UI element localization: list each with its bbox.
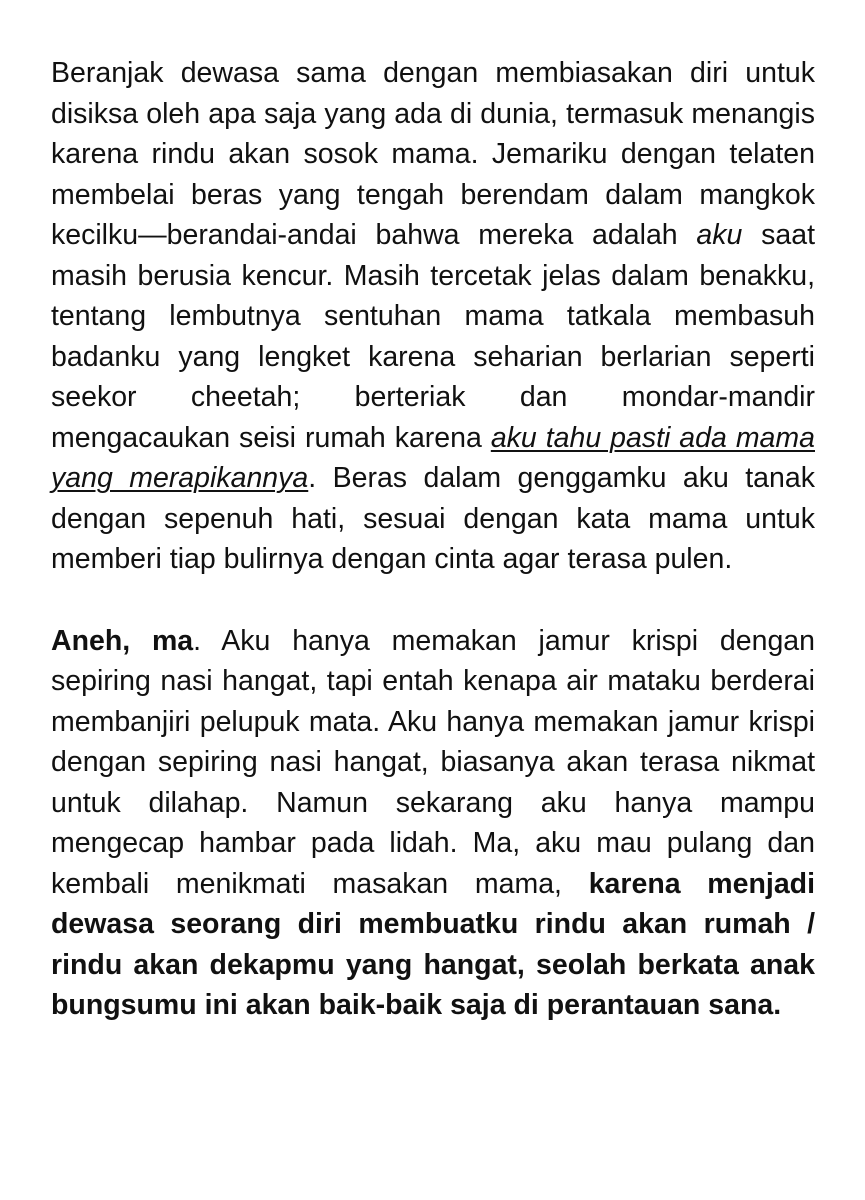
bold-opening-phrase: Aneh, ma [51, 624, 194, 657]
paragraph-1-text-start: Beranjak dewasa sama dengan membiasakan diri untuk disiksa oleh apa saja yang ada di dunia, termasuk menangis karena rindu akan sosok mama. Jemariku dengan telaten membelai beras yang tengah berendam dalam mangkok kecilku—berandai-andai bahwa mereka adalah [51, 57, 815, 251]
document-page [51, 53, 815, 1026]
paragraph-2 [51, 621, 815, 1026]
paragraph-2-text: . Aku hanya memakan jamur krispi dengan sepiring nasi hangat, tapi entah kenapa air mataku berderai membanjiri pelupuk mata. Aku hanya memakan jamur krispi dengan sepiring nasi hangat, biasanya akan terasa nikmat untuk dilahap. Namun sekarang aku hanya mampu mengecap hambar pada lidah. Ma, aku mau pulang dan kembali menikmati masakan mama, [51, 624, 815, 900]
paragraph-1-text-end: . Beras dalam genggamku aku tanak dengan sepenuh hati, sesuai dengan kata mama untuk memberi tiap bulirnya dengan cinta agar terasa pulen. [51, 462, 815, 575]
underlined-italic-phrase: aku tahu pasti ada mama yang merapikannya [51, 421, 815, 494]
paragraph-1-text-middle: saat masih berusia kencur. Masih tercetak jelas dalam benakku, tentang lembutnya sentuhan mama tatkala membasuh badanku yang lengket karena seharian berlarian seperti seekor cheetah; berteriak dan mondar-mandir mengacaukan seisi rumah karena [51, 219, 815, 454]
italic-word-aku: aku [696, 219, 743, 251]
paragraph-1 [51, 53, 815, 580]
bold-closing-sentence: karena menjadi dewasa seorang diri membuatku rindu akan rumah / rindu akan dekapmu yang hangat, seolah berkata anak bungsumu ini akan baik-baik saja di perantauan sana. [51, 867, 815, 1021]
